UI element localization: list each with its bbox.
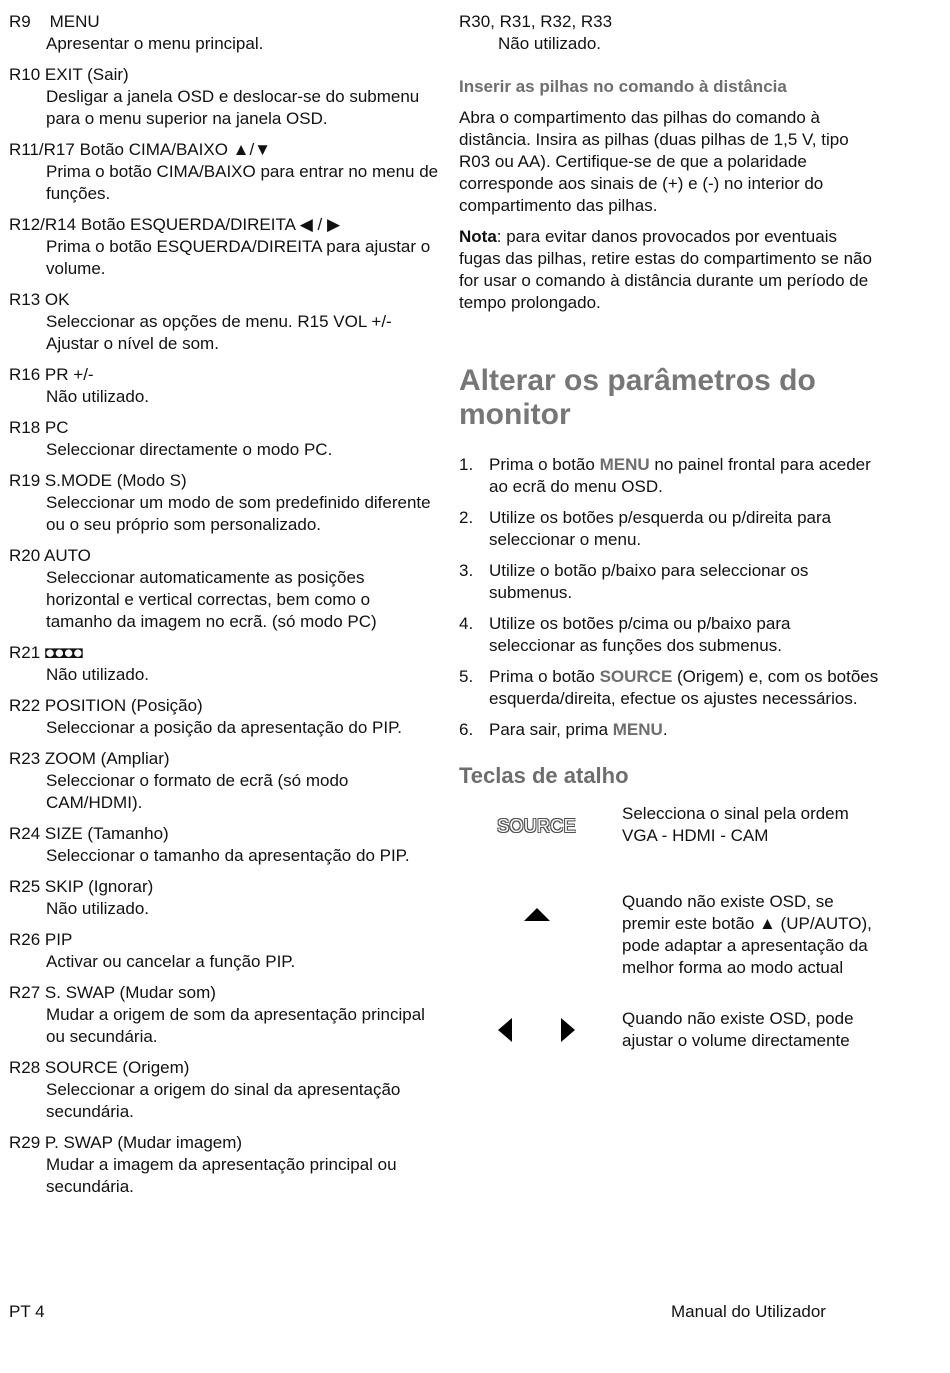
entry-code: R24: [9, 824, 41, 843]
list-item: [459, 454, 879, 498]
step-text: Para sair, prima: [489, 720, 613, 739]
entry-desc: Seleccionar a origem do sinal da apresentação secundária.: [46, 1080, 401, 1121]
entry-r11-r17: [9, 139, 439, 205]
entry-r30-r33: [459, 11, 879, 55]
list-item: [459, 666, 879, 710]
hotkey-text: Selecciona o sinal pela ordem VGA - HDMI - CAM: [622, 804, 849, 845]
entry-r25: [9, 876, 439, 920]
entry-r12-r14: [9, 214, 439, 280]
entry-desc: Desligar a janela OSD e deslocar-se do submenu para o menu superior na janela OSD.: [46, 87, 420, 128]
batteries-paragraph: Abra o compartimento das pilhas do comando à distância. Insira as pilhas (duas pilhas de 1,5 V, tipo R03 ou AA). Certifique-se de que a polaridade corresponde aos sinais de (+) e (-) no interior do compartimento das pilhas.: [459, 108, 849, 215]
list-item: [459, 507, 879, 551]
entry-title: S.MODE (Modo S): [44, 471, 187, 490]
entry-desc: Prima o botão CIMA/BAIXO para entrar no menu de funções.: [46, 162, 439, 203]
entry-desc: Seleccionar as opções de menu. R15 VOL +/- Ajustar o nível de som.: [46, 312, 392, 353]
entry-desc: Mudar a imagem da apresentação principal ou secundária.: [46, 1155, 397, 1196]
list-item: [459, 613, 879, 657]
step-number: 5.: [459, 667, 474, 686]
entry-r18: [9, 417, 439, 461]
list-item: [459, 560, 879, 604]
entry-desc: Seleccionar directamente o modo PC.: [46, 440, 333, 459]
entry-title: AUTO: [43, 546, 91, 565]
note-text: : para evitar danos provocados por eventuais fugas das pilhas, retire estas do compartimento se não for usar o comando à distância durante um período de tempo prolongado.: [459, 227, 872, 312]
entry-desc: Não utilizado.: [46, 899, 150, 918]
entry-code: R12/R14: [9, 215, 77, 234]
note-paragraph: [459, 226, 879, 314]
batteries-heading: Inserir as pilhas no comando à distância: [459, 77, 787, 96]
steps-list: [459, 454, 879, 741]
entry-desc: Activar ou cancelar a função PIP.: [46, 952, 296, 971]
entry-desc: Seleccionar automaticamente as posições horizontal e vertical correctas, bem como o tamanho da imagem no ecrã. (só modo PC): [46, 568, 377, 631]
entry-code: R9: [9, 12, 31, 31]
hotkey-text: Quando não existe OSD, pode ajustar o volume directamente: [622, 1009, 854, 1050]
entry-r22: [9, 695, 439, 739]
left-arrow-icon: [498, 1018, 512, 1042]
entry-title: P. SWAP (Mudar imagem): [44, 1133, 243, 1152]
source-label: SOURCE: [497, 816, 576, 836]
entry-r13: [9, 289, 439, 355]
step-number: 4.: [459, 614, 474, 633]
entry-title: S. SWAP (Mudar som): [44, 983, 216, 1002]
manual-title: Manual do Utilizador: [671, 1302, 826, 1321]
entry-title: ZOOM (Ampliar): [44, 749, 170, 768]
entry-code: R13: [9, 290, 41, 309]
hotkey-source: [459, 803, 879, 891]
step-number: 2.: [459, 508, 474, 527]
up-arrow-icon: [524, 908, 550, 921]
entry-r26: [9, 929, 439, 973]
entry-r27: [9, 982, 439, 1048]
source-button-icon: [459, 815, 614, 838]
step-text: Utilize o botão p/baixo para seleccionar os submenus.: [489, 561, 809, 602]
entry-title: Botão ESQUERDA/DIREITA ◀ / ▶: [80, 215, 341, 234]
entry-title: PIP: [44, 930, 73, 949]
list-item: [459, 719, 879, 741]
entry-title: PR +/-: [44, 365, 94, 384]
step-keyword: SOURCE: [599, 667, 673, 686]
entry-title: MENU: [49, 12, 100, 31]
entry-r24: [9, 823, 439, 867]
page-number: PT 4: [9, 1302, 45, 1321]
entry-code: R27: [9, 983, 41, 1002]
entry-title: SOURCE (Origem): [44, 1058, 190, 1077]
section-title: Alterar os parâmetros do monitor: [459, 364, 816, 431]
entry-r20: [9, 545, 439, 633]
step-text: Prima o botão: [489, 667, 600, 686]
entry-desc: Prima o botão ESQUERDA/DIREITA para ajustar o volume.: [46, 237, 431, 278]
entry-code: R28: [9, 1058, 41, 1077]
entry-desc: Seleccionar a posição da apresentação do PIP.: [46, 718, 402, 737]
entry-r19: [9, 470, 439, 536]
entry-title: R30, R31, R32, R33: [459, 12, 613, 31]
entry-title: SKIP (Ignorar): [44, 877, 154, 896]
entry-desc: Seleccionar um modo de som predefinido diferente ou o seu próprio som personalizado.: [46, 493, 431, 534]
step-text: Prima o botão: [489, 455, 600, 474]
entry-title: Botão CIMA/BAIXO ▲/▼: [79, 140, 272, 159]
entry-r29: [9, 1132, 439, 1198]
entry-r28: [9, 1057, 439, 1123]
hotkey-text: Quando não existe OSD, se premir este botão ▲ (UP/AUTO), pode adaptar a apresentação da melhor forma ao modo actual: [622, 892, 872, 977]
right-column: [459, 11, 879, 1074]
entry-desc: Seleccionar o formato de ecrã (só modo CAM/HDMI).: [46, 771, 349, 812]
step-text-end: .: [662, 720, 668, 739]
entry-r9: [9, 11, 439, 55]
entry-desc: Apresentar o menu principal.: [46, 34, 264, 53]
entry-title: EXIT (Sair): [44, 65, 129, 84]
step-number: 1.: [459, 455, 474, 474]
right-arrow-icon: [561, 1018, 575, 1042]
entry-code: R11/R17: [9, 140, 75, 159]
entry-code: R16: [9, 365, 41, 384]
entry-desc: Não utilizado.: [498, 34, 602, 53]
entry-desc: Mudar a origem de som da apresentação principal ou secundária.: [46, 1005, 425, 1046]
entry-r23: [9, 748, 439, 814]
step-text: Utilize os botões p/cima ou p/baixo para seleccionar as funções dos submenus.: [489, 614, 791, 655]
entry-title: PC: [44, 418, 69, 437]
hotkeys-title: Teclas de atalho: [459, 763, 629, 788]
note-label: Nota: [459, 227, 497, 246]
entry-code: R26: [9, 930, 41, 949]
pip-layout-icon: ◘◘◘◘: [44, 643, 82, 662]
hotkey-up: [459, 891, 879, 1008]
entry-title: OK: [44, 290, 70, 309]
entry-code: R23: [9, 749, 41, 768]
entry-r10: [9, 64, 439, 130]
entry-code: R29: [9, 1133, 41, 1152]
entry-desc: Não utilizado.: [46, 387, 150, 406]
step-text-end: (Origem) e, com os botões esquerda/direita, efectue os ajustes necessários.: [489, 667, 879, 708]
step-number: 6.: [459, 720, 474, 739]
step-text-end: no painel frontal para aceder ao ecrã do menu OSD.: [489, 455, 871, 496]
entry-title: POSITION (Posição): [44, 696, 203, 715]
left-column: [9, 11, 439, 1207]
entry-title: SIZE (Tamanho): [44, 824, 169, 843]
entry-code: R20: [9, 546, 41, 565]
entry-desc: Seleccionar o tamanho da apresentação do PIP.: [46, 846, 410, 865]
entry-code: R22: [9, 696, 41, 715]
entry-code: R25: [9, 877, 41, 896]
entry-r21: [9, 642, 439, 686]
entry-code: R10: [9, 65, 41, 84]
entry-code: R21: [9, 643, 41, 662]
hotkey-left-right: [459, 1008, 879, 1074]
entry-desc: Não utilizado.: [46, 665, 150, 684]
step-keyword: MENU: [599, 455, 650, 474]
entry-r16: [9, 364, 439, 408]
step-text: Utilize os botões p/esquerda ou p/direita para seleccionar o menu.: [489, 508, 832, 549]
entry-code: R18: [9, 418, 41, 437]
step-keyword: MENU: [612, 720, 663, 739]
step-number: 3.: [459, 561, 474, 580]
entry-code: R19: [9, 471, 41, 490]
